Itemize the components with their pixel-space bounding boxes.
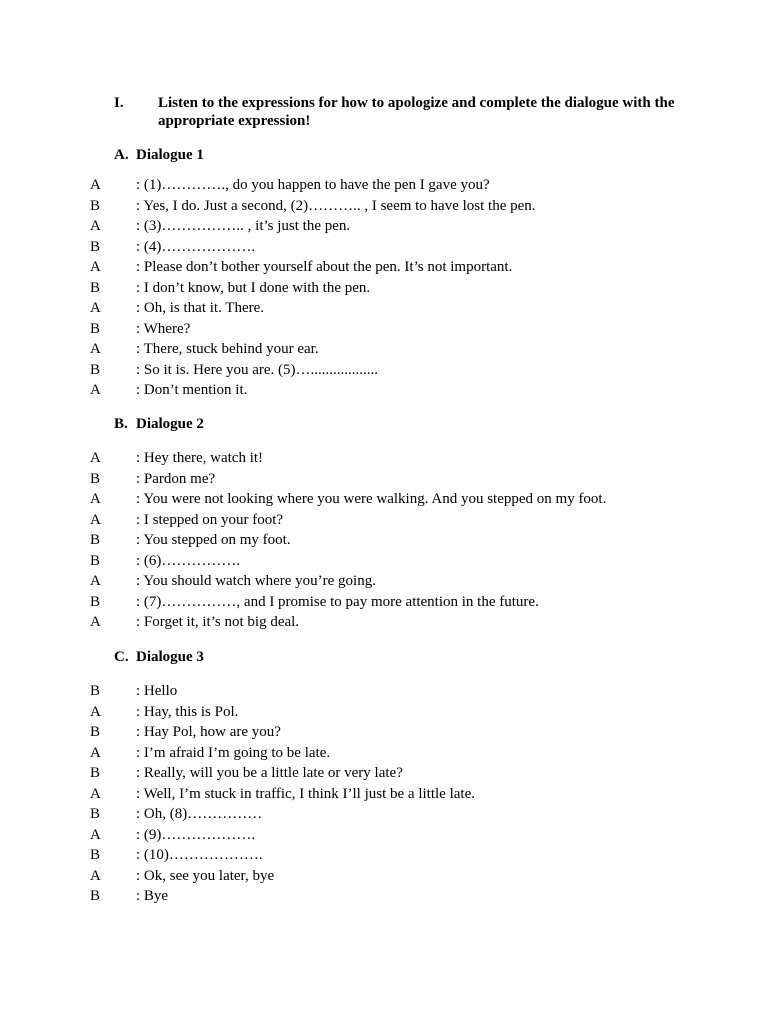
instruction xyxy=(114,94,714,130)
speaker-label: B xyxy=(90,593,101,610)
dialogue-line xyxy=(90,592,710,613)
speaker-label: B xyxy=(90,532,101,548)
speaker-label: A xyxy=(90,826,101,843)
speaker-label: B xyxy=(90,552,101,569)
speaker-label: B xyxy=(90,724,101,740)
dialogue-line xyxy=(90,886,710,907)
dialogue-line xyxy=(90,257,710,278)
section-heading: Dialogue 1 xyxy=(136,147,204,163)
speaker-label: A xyxy=(90,703,101,720)
dialogue-line xyxy=(90,469,710,490)
dialogue-line xyxy=(90,298,710,319)
speaker-label: A xyxy=(90,177,101,193)
section-letter: C. xyxy=(114,649,129,665)
dialogue-line xyxy=(90,489,710,510)
section-heading: Dialogue 3 xyxy=(136,649,204,665)
dialogue-2 xyxy=(90,448,710,633)
utterance: : You stepped on my foot. xyxy=(136,532,291,548)
dialogue-line xyxy=(90,448,710,469)
speaker-label: A xyxy=(90,491,101,507)
utterance: : Oh, (8)…………… xyxy=(136,806,263,822)
utterance: : I stepped on your foot? xyxy=(136,511,284,528)
section-title-dialogue-3 xyxy=(114,648,204,666)
utterance: : Yes, I do. Just a second, (2)……….. , I seem to have lost the pen. xyxy=(136,197,536,214)
dialogue-line xyxy=(90,763,710,784)
speaker-label: A xyxy=(90,744,101,761)
speaker-label: B xyxy=(90,683,101,699)
dialogue-line xyxy=(90,743,710,764)
section-title-dialogue-1 xyxy=(114,146,204,164)
section-title-dialogue-2 xyxy=(114,415,204,433)
dialogue-line xyxy=(90,175,710,196)
dialogue-line xyxy=(90,681,710,702)
section-letter: A. xyxy=(114,147,129,163)
speaker-label: A xyxy=(90,573,101,589)
utterance: : Hey there, watch it! xyxy=(136,450,264,466)
dialogue-line xyxy=(90,510,710,531)
speaker-label: A xyxy=(90,785,101,802)
speaker-label: B xyxy=(90,806,101,822)
utterance: : Hay Pol, how are you? xyxy=(136,724,281,740)
section-letter: B. xyxy=(114,416,128,432)
dialogue-line xyxy=(90,339,710,360)
section-heading: Dialogue 2 xyxy=(136,416,204,432)
dialogue-line xyxy=(90,551,710,572)
utterance: : Forget it, it’s not big deal. xyxy=(136,614,300,630)
utterance: : You should watch where you’re going. xyxy=(136,573,376,589)
speaker-label: B xyxy=(90,197,101,214)
utterance: : I don’t know, but I done with the pen. xyxy=(136,279,371,296)
dialogue-line xyxy=(90,196,710,217)
utterance: : (4)………………. xyxy=(136,238,256,255)
dialogue-line xyxy=(90,784,710,805)
utterance: : Bye xyxy=(136,888,169,904)
utterance: : Really, will you be a little late or very late? xyxy=(136,765,403,781)
utterance: : Ok, see you later, bye xyxy=(136,867,275,884)
utterance: : Please don’t bother yourself about the pen. It’s not important. xyxy=(136,259,513,275)
dialogue-line xyxy=(90,571,710,592)
speaker-label: B xyxy=(90,888,101,904)
utterance: : (9)………………. xyxy=(136,826,256,843)
utterance: : Don’t mention it. xyxy=(136,382,248,398)
speaker-label: A xyxy=(90,867,101,884)
speaker-label: A xyxy=(90,450,101,466)
utterance: : Pardon me? xyxy=(136,470,216,487)
utterance: : Hay, this is Pol. xyxy=(136,703,239,720)
speaker-label: A xyxy=(90,614,101,630)
speaker-label: B xyxy=(90,238,101,255)
utterance: : There, stuck behind your ear. xyxy=(136,341,319,357)
dialogue-line xyxy=(90,722,710,743)
instruction-number: I. xyxy=(114,95,124,111)
speaker-label: A xyxy=(90,259,101,275)
dialogue-line xyxy=(90,237,710,258)
speaker-label: B xyxy=(90,765,101,781)
speaker-label: A xyxy=(90,300,101,316)
utterance: : So it is. Here you are. (5)….................. xyxy=(136,361,379,378)
speaker-label: A xyxy=(90,511,101,528)
utterance: : I’m afraid I’m going to be late. xyxy=(136,744,331,761)
speaker-label: A xyxy=(90,341,101,357)
dialogue-line xyxy=(90,825,710,846)
speaker-label: B xyxy=(90,279,101,296)
utterance: : (7)……………, and I promise to pay more attention in the future. xyxy=(136,593,539,610)
utterance: : (1)…………., do you happen to have the pen I gave you? xyxy=(136,177,490,193)
dialogue-1 xyxy=(90,175,710,401)
speaker-label: B xyxy=(90,847,101,863)
dialogue-line xyxy=(90,319,710,340)
dialogue-line xyxy=(90,804,710,825)
utterance: : Oh, is that it. There. xyxy=(136,300,265,316)
utterance: : Well, I’m stuck in traffic, I think I’ll just be a little late. xyxy=(136,785,475,802)
utterance: : Where? xyxy=(136,320,191,337)
dialogue-line xyxy=(90,360,710,381)
speaker-label: A xyxy=(90,382,101,398)
speaker-label: A xyxy=(90,218,101,234)
utterance: : (10)………………. xyxy=(136,847,263,863)
dialogue-line xyxy=(90,278,710,299)
dialogue-3 xyxy=(90,681,710,907)
utterance: : Hello xyxy=(136,683,178,699)
utterance: : (3)…………….. , it’s just the pen. xyxy=(136,218,351,234)
speaker-label: B xyxy=(90,320,101,337)
dialogue-line xyxy=(90,866,710,887)
dialogue-line xyxy=(90,380,710,401)
utterance: : You were not looking where you were walking. And you stepped on my foot. xyxy=(136,491,607,507)
speaker-label: B xyxy=(90,470,101,487)
dialogue-line xyxy=(90,612,710,633)
dialogue-line xyxy=(90,702,710,723)
speaker-label: B xyxy=(90,361,101,378)
utterance: : (6)……………. xyxy=(136,552,241,569)
dialogue-line xyxy=(90,216,710,237)
dialogue-line xyxy=(90,845,710,866)
instruction-text: Listen to the expressions for how to apologize and complete the dialogue with the appropriate expression! xyxy=(158,95,675,129)
dialogue-line xyxy=(90,530,710,551)
